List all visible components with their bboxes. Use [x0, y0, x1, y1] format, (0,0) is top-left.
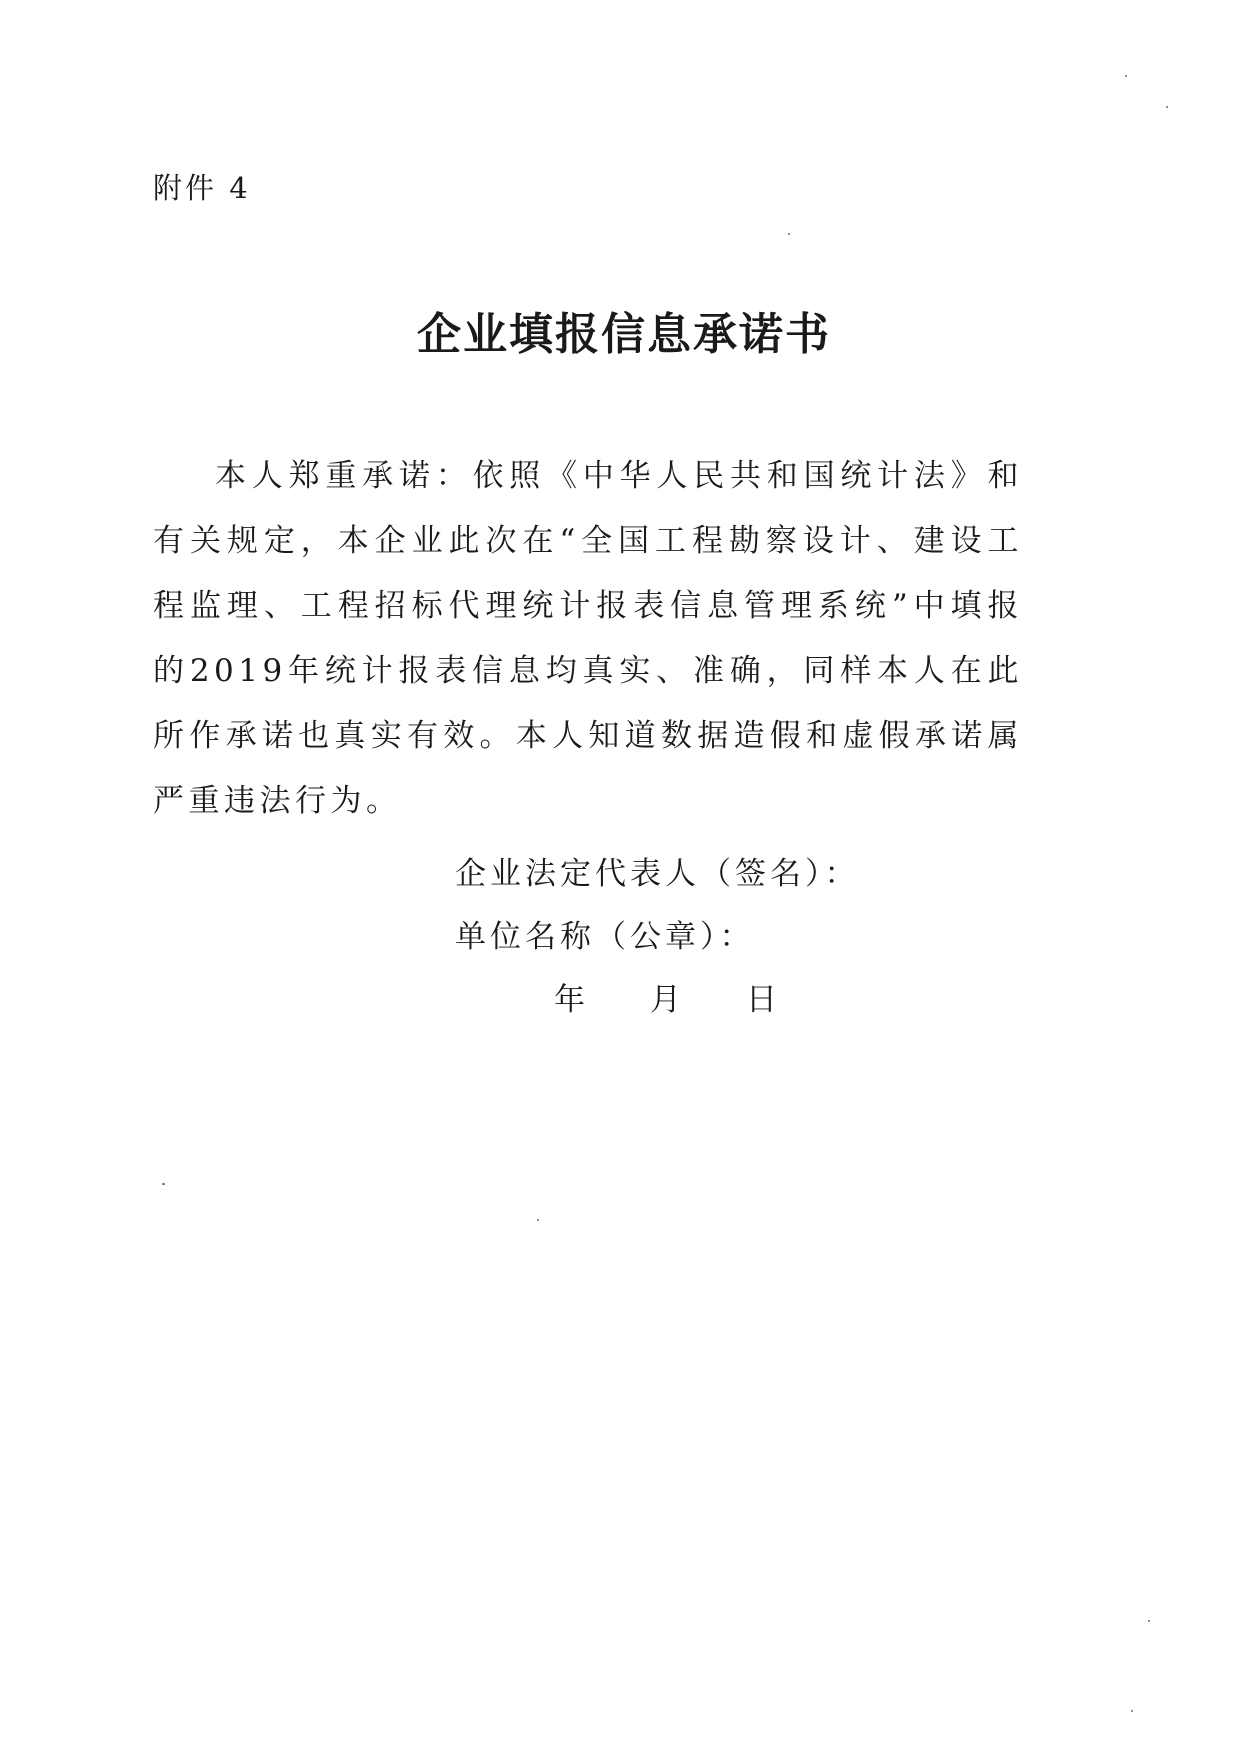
- scan-speck: [162, 1183, 165, 1185]
- date-day-label: 日: [746, 982, 777, 1018]
- attachment-label: 附件 4: [153, 171, 251, 205]
- scan-speck: [1125, 75, 1127, 77]
- date-line: [554, 970, 777, 1030]
- scan-speck: [788, 233, 790, 235]
- scan-speck: [1166, 106, 1168, 108]
- legal-representative-signature-label: 企业法定代表人（签名）：: [455, 856, 860, 892]
- signature-block: [455, 843, 860, 969]
- unit-name-seal-label: 单位名称（公章）：: [455, 919, 755, 955]
- commitment-paragraph: 本人郑重承诺：依照《中华人民共和国统计法》和有关规定，本企业此次在“全国工程勘察设计、建设工程监理、工程招标代理统计报表信息管理系统”中填报的2019年统计报表信息均真实、准确，同样本人在此所作承诺也真实有效。本人知道数据造假和虚假承诺属严重违法行为。: [153, 458, 1023, 819]
- document-title: 企业填报信息承诺书: [417, 309, 831, 360]
- scan-speck: [1131, 1710, 1133, 1712]
- scan-speck: [1148, 1620, 1150, 1622]
- scan-speck: [537, 1219, 539, 1221]
- date-month-label: 月: [650, 982, 681, 1018]
- date-year-label: 年: [554, 982, 585, 1018]
